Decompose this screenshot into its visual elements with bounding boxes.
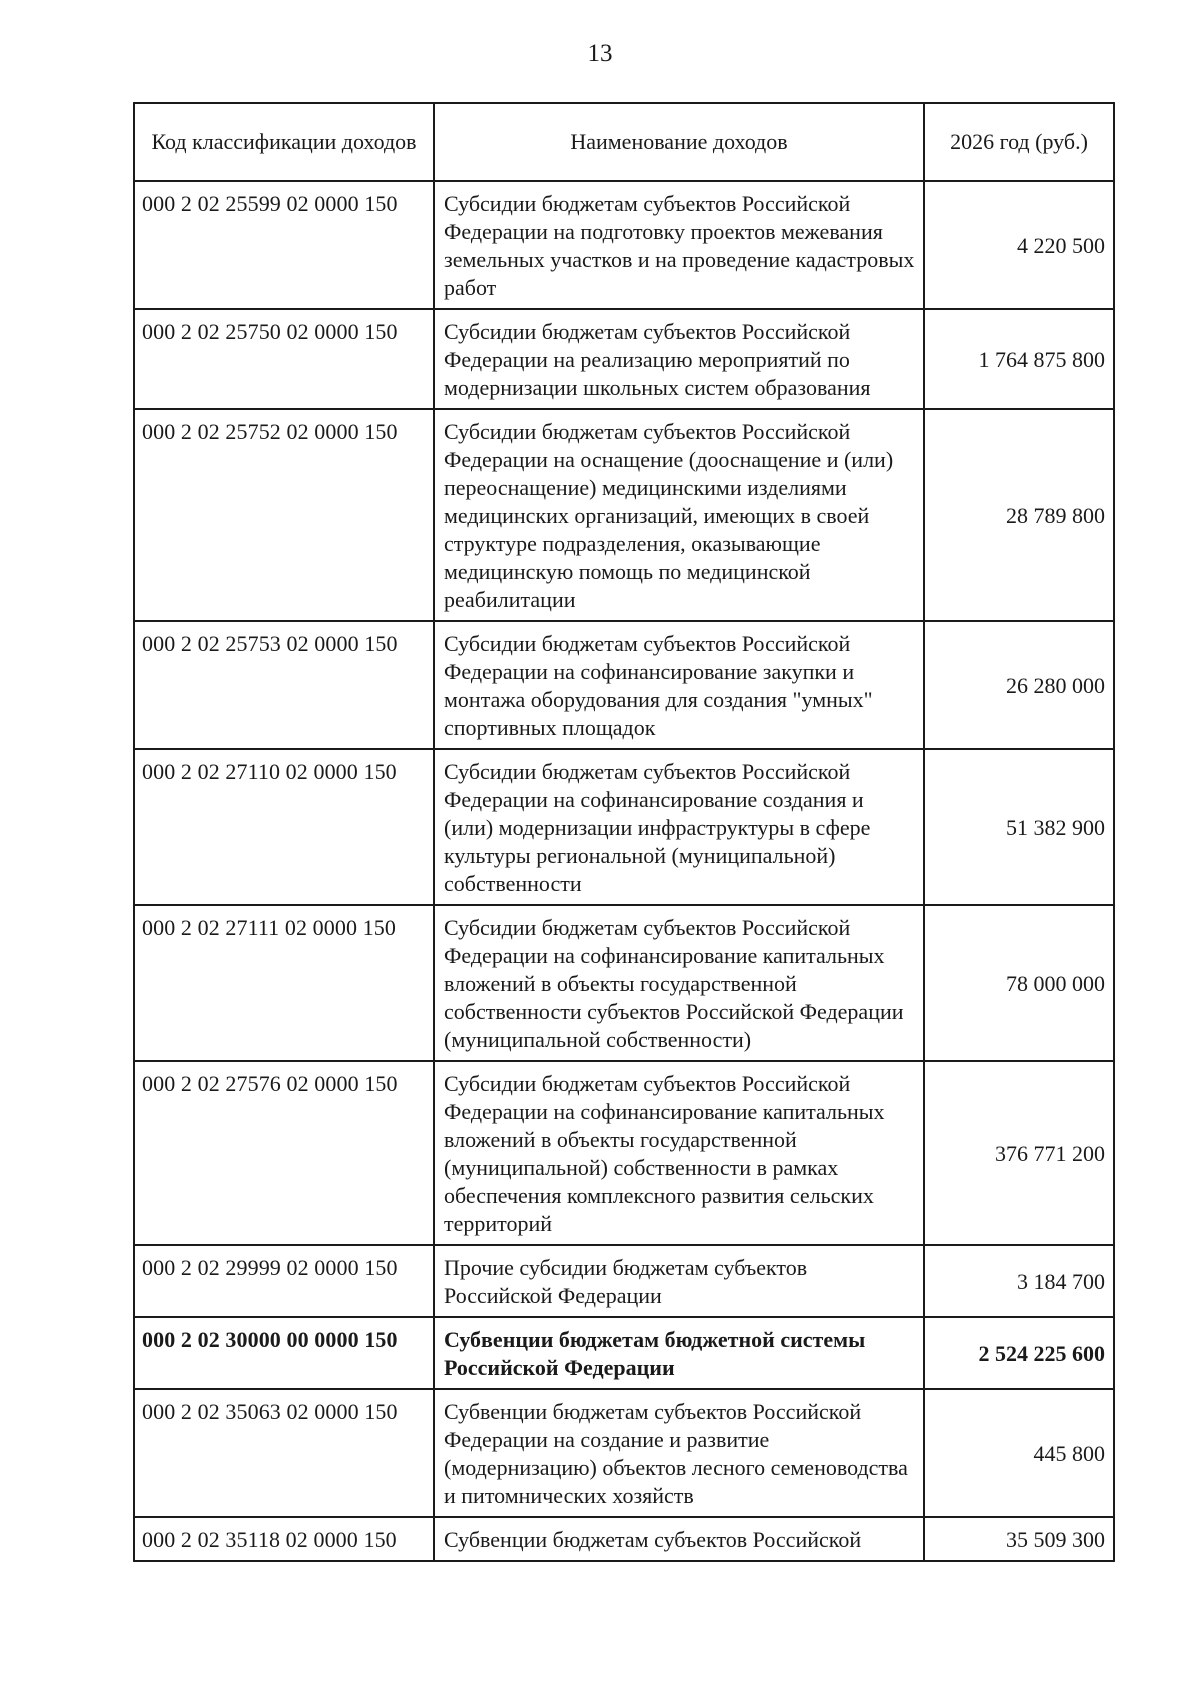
amount-2026: 78 000 000 (924, 905, 1114, 1061)
revenue-name: Субсидии бюджетам субъектов Российской Федерации на софинансирование закупки и монтажа оборудования для создания "умных" спортивных площадок (434, 621, 924, 749)
amount-2026: 51 382 900 (924, 749, 1114, 905)
revenue-name: Субсидии бюджетам субъектов Российской Федерации на подготовку проектов межевания земельных участков и на проведение кадастровых работ (434, 181, 924, 309)
amount-2026: 2 524 225 600 (924, 1317, 1114, 1389)
table-row (134, 409, 1114, 621)
revenue-name: Субсидии бюджетам субъектов Российской Федерации на оснащение (дооснащение и (или) переоснащение) медицинскими изделиями медицинских организаций, имеющих в своей структуре подразделения, оказывающие медицинскую помощь по медицинской реабилитации (434, 409, 924, 621)
amount-2026: 445 800 (924, 1389, 1114, 1517)
classification-code: 000 2 02 27110 02 0000 150 (134, 749, 434, 905)
amount-2026: 28 789 800 (924, 409, 1114, 621)
table-row (134, 1245, 1114, 1317)
table-row (134, 905, 1114, 1061)
classification-code: 000 2 02 27111 02 0000 150 (134, 905, 434, 1061)
revenue-name: Субсидии бюджетам субъектов Российской Федерации на софинансирование капитальных вложений в объекты государственной собственности субъектов Российской Федерации (муниципальной собственности) (434, 905, 924, 1061)
header-row (134, 103, 1114, 181)
table-row (134, 181, 1114, 309)
classification-code: 000 2 02 25599 02 0000 150 (134, 181, 434, 309)
table-body (134, 181, 1114, 1561)
classification-code: 000 2 02 27576 02 0000 150 (134, 1061, 434, 1245)
amount-2026: 1 764 875 800 (924, 309, 1114, 409)
classification-code: 000 2 02 30000 00 0000 150 (134, 1317, 434, 1389)
revenue-name: Субвенции бюджетам бюджетной системы Российской Федерации (434, 1317, 924, 1389)
revenue-name: Субсидии бюджетам субъектов Российской Федерации на софинансирование капитальных вложений в объекты государственной (муниципальной) собственности в рамках обеспечения комплексного развития сельских территорий (434, 1061, 924, 1245)
table-row (134, 621, 1114, 749)
classification-code: 000 2 02 29999 02 0000 150 (134, 1245, 434, 1317)
table-row (134, 1061, 1114, 1245)
amount-2026: 35 509 300 (924, 1517, 1114, 1561)
amount-2026: 4 220 500 (924, 181, 1114, 309)
revenue-name: Прочие субсидии бюджетам субъектов Российской Федерации (434, 1245, 924, 1317)
revenue-table (133, 102, 1115, 1562)
classification-code: 000 2 02 35118 02 0000 150 (134, 1517, 434, 1561)
amount-2026: 376 771 200 (924, 1061, 1114, 1245)
revenue-name: Субсидии бюджетам субъектов Российской Федерации на софинансирование создания и (или) модернизации инфраструктуры в сфере культуры региональной (муниципальной) собственности (434, 749, 924, 905)
page-number: 13 (587, 40, 613, 67)
classification-code: 000 2 02 25753 02 0000 150 (134, 621, 434, 749)
table-row (134, 1389, 1114, 1517)
table-header (134, 103, 1114, 181)
amount-2026: 26 280 000 (924, 621, 1114, 749)
classification-code: 000 2 02 25750 02 0000 150 (134, 309, 434, 409)
revenue-name: Субвенции бюджетам субъектов Российской Федерации на создание и развитие (модернизацию) объектов лесного семеноводства и питомнических хозяйств (434, 1389, 924, 1517)
table-row (134, 749, 1114, 905)
header-amount: 2026 год (руб.) (924, 103, 1114, 181)
header-name: Наименование доходов (434, 103, 924, 181)
revenue-name: Субсидии бюджетам субъектов Российской Федерации на реализацию мероприятий по модернизации школьных систем образования (434, 309, 924, 409)
table-row (134, 1317, 1114, 1389)
revenue-name: Субвенции бюджетам субъектов Российской (434, 1517, 924, 1561)
classification-code: 000 2 02 25752 02 0000 150 (134, 409, 434, 621)
header-code: Код классификации доходов (134, 103, 434, 181)
classification-code: 000 2 02 35063 02 0000 150 (134, 1389, 434, 1517)
table-row (134, 1517, 1114, 1561)
amount-2026: 3 184 700 (924, 1245, 1114, 1317)
table-row (134, 309, 1114, 409)
